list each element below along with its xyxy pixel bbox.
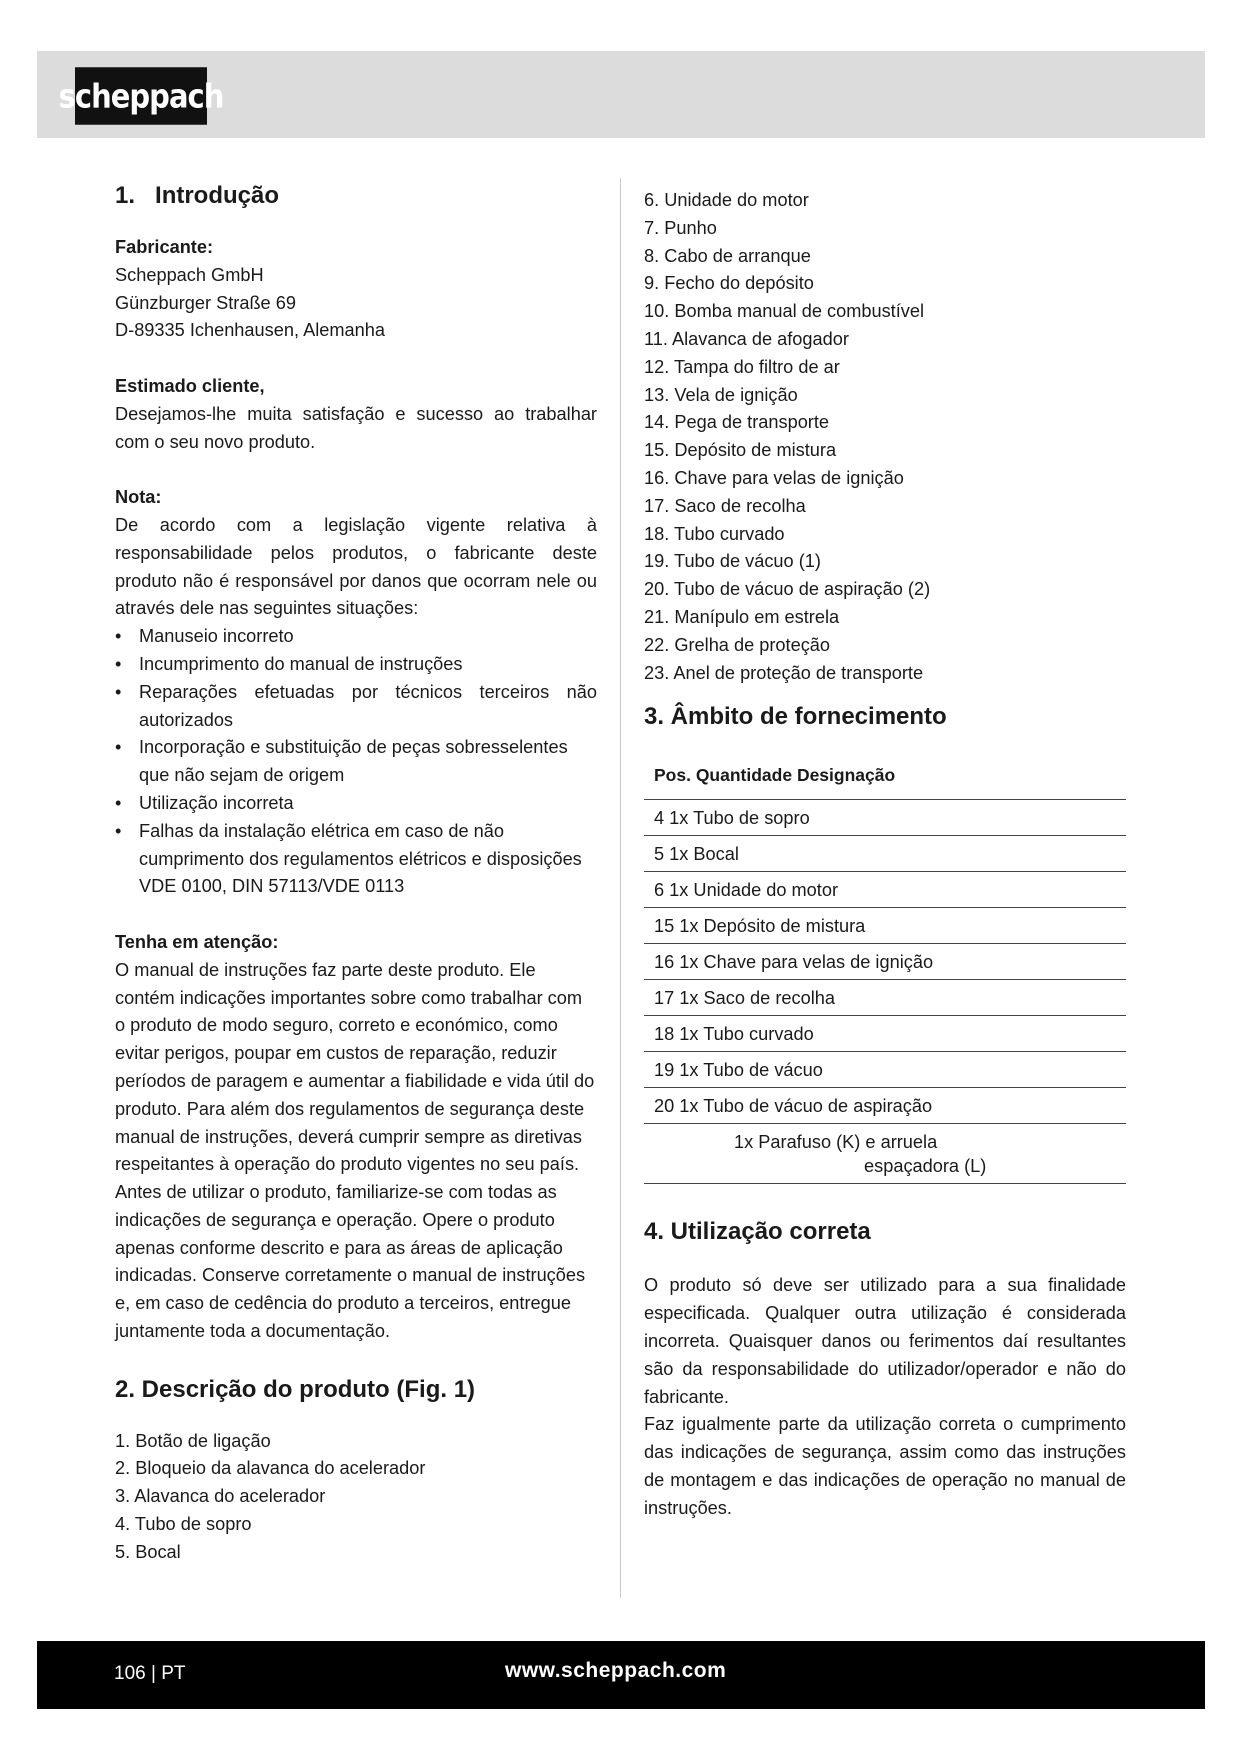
table-row: 17 1x Saco de recolha [644,980,1126,1016]
list-item: 18. Tubo curvado [644,523,785,544]
table-row: 20 1x Tubo de vácuo de aspiração [644,1088,1126,1124]
list-item: 7. Punho [644,217,717,238]
correct-use-text: Faz igualmente parte da utilização correta o cumprimento das indicações de segurança, assim como das instruções de montagem e das indicações de operação no manual de instruções. [644,1414,1126,1518]
list-item: 23. Anel de proteção de transporte [644,662,924,683]
list-item: 8. Cabo de arranque [644,245,811,266]
list-item: 21. Manípulo em estrela [644,606,840,627]
list-item: • Manuseio incorreto [115,623,597,651]
section-3-title: 3. Âmbito de fornecimento [644,703,947,731]
attention-label: Tenha em atenção: [115,931,279,952]
right-column [644,187,1126,1523]
manufacturer-line: Scheppach GmbH [115,264,264,285]
list-item: • Falhas da instalação elétrica em caso de não cumprimento dos regulamentos elétricos e disposições VDE 0100, DIN 57113/VDE 0113 [115,818,597,901]
table-cell-line: 1x Parafuso (K) e arruela [734,1132,938,1153]
attention-text: Antes de utilizar o produto, familiarize-se com todas as indicações de segurança e operação. Opere o produto apenas conforme descrito e para as áreas de aplicação indicadas. Conserve corretamente o manual de instruções e, em caso de cedência do produto a terceiros, entregue juntamente toda a documentação. [115,1182,586,1342]
table-row [644,1124,1126,1184]
manufacturer-line: Günzburger Straße 69 [115,292,296,313]
list-item: 3. Alavanca do acelerador [115,1486,326,1507]
attention-text: O manual de instruções faz parte deste produto. Ele contém indicações importantes sobre como trabalhar com o produto de modo seguro, correto e económico, como evitar perigos, poupar em custos de reparação, reduzir períodos de paragem e aumentar a fiabilidade e vida útil do produto. Para além dos regulamentos de segurança deste manual de instruções, deverá cumprir sempre as diretivas respeitantes à operação do produto vigentes no seu país. [115,959,595,1175]
list-item: 4. Tubo de sopro [115,1514,252,1535]
table-row: 4 1x Tubo de sopro [644,800,1126,836]
page-number: 106 | PT [114,1663,186,1684]
note-bullet-list [115,623,597,901]
section-2-title: 2. Descrição do produto (Fig. 1) [115,1375,476,1403]
list-item: 5. Bocal [115,1541,181,1562]
correct-use-text: O produto só deve ser utilizado para a sua finalidade especificada. Qualquer outra utilização é considerada incorreta. Quaisquer danos ou ferimentos daí resultantes são da responsabilidade do utilizador/operador e não do fabricante. [644,1275,1126,1407]
list-item: 15. Depósito de mistura [644,440,837,461]
list-item: 2. Bloqueio da alavanca do acelerador [115,1458,426,1479]
left-column [115,180,597,1567]
table-row: 5 1x Bocal [644,836,1126,872]
list-item: 17. Saco de recolha [644,495,806,516]
note-text: De acordo com a legislação vigente relativa à responsabilidade pelos produtos, o fabricante deste produto não é responsável por danos que ocorram nele ou através dele nas seguintes situações: [115,514,597,619]
list-item: • Incumprimento do manual de instruções [115,651,597,679]
list-item: 9. Fecho do depósito [644,273,814,294]
list-item: 20. Tubo de vácuo de aspiração (2) [644,579,931,600]
section-4-title: 4. Utilização correta [644,1218,871,1246]
website-link[interactable]: www.scheppach.com [505,1659,727,1682]
table-row: 15 1x Depósito de mistura [644,908,1126,944]
page-footer [37,1641,1205,1709]
product-parts-list-continued [644,187,1126,687]
list-item: 12. Tampa do filtro de ar [644,356,840,377]
page-header [37,51,1205,138]
list-item: 6. Unidade do motor [644,190,809,210]
list-item: 11. Alavanca de afogador [644,328,849,349]
list-item: 13. Vela de ignição [644,384,798,405]
dear-customer-text: Desejamos-lhe muita satisfação e sucesso ao trabalhar com o seu novo produto. [115,403,597,452]
scope-of-delivery-table [644,753,1126,1184]
section-1-title: 1. Introdução [115,182,280,209]
manufacturer-line: D-89335 Ichenhausen, Alemanha [115,320,385,341]
dear-customer-label: Estimado cliente, [115,375,265,396]
column-divider [620,178,621,1598]
list-item: 1. Botão de ligação [115,1430,271,1451]
note-label: Nota: [115,487,162,508]
table-header: Pos. Quantidade Designação [644,753,1126,800]
table-row: 6 1x Unidade do motor [644,872,1126,908]
list-item: • Utilização incorreta [115,790,597,818]
table-cell-line: espaçadora (L) [864,1156,987,1177]
list-item: 19. Tubo de vácuo (1) [644,551,821,572]
scheppach-logo: scheppach [75,67,207,125]
table-row: 18 1x Tubo curvado [644,1016,1126,1052]
list-item: • Incorporação e substituição de peças sobresselentes que não sejam de origem [115,734,597,790]
list-item: 14. Pega de transporte [644,412,830,433]
product-parts-list [115,1428,597,1567]
table-row: 16 1x Chave para velas de ignição [644,944,1126,980]
list-item: 10. Bomba manual de combustível [644,301,925,322]
manufacturer-label: Fabricante: [115,237,214,257]
list-item: 16. Chave para velas de ignição [644,467,904,488]
table-row: 19 1x Tubo de vácuo [644,1052,1126,1088]
list-item: 22. Grelha de proteção [644,634,831,655]
list-item: • Reparações efetuadas por técnicos terceiros não autorizados [115,679,597,735]
